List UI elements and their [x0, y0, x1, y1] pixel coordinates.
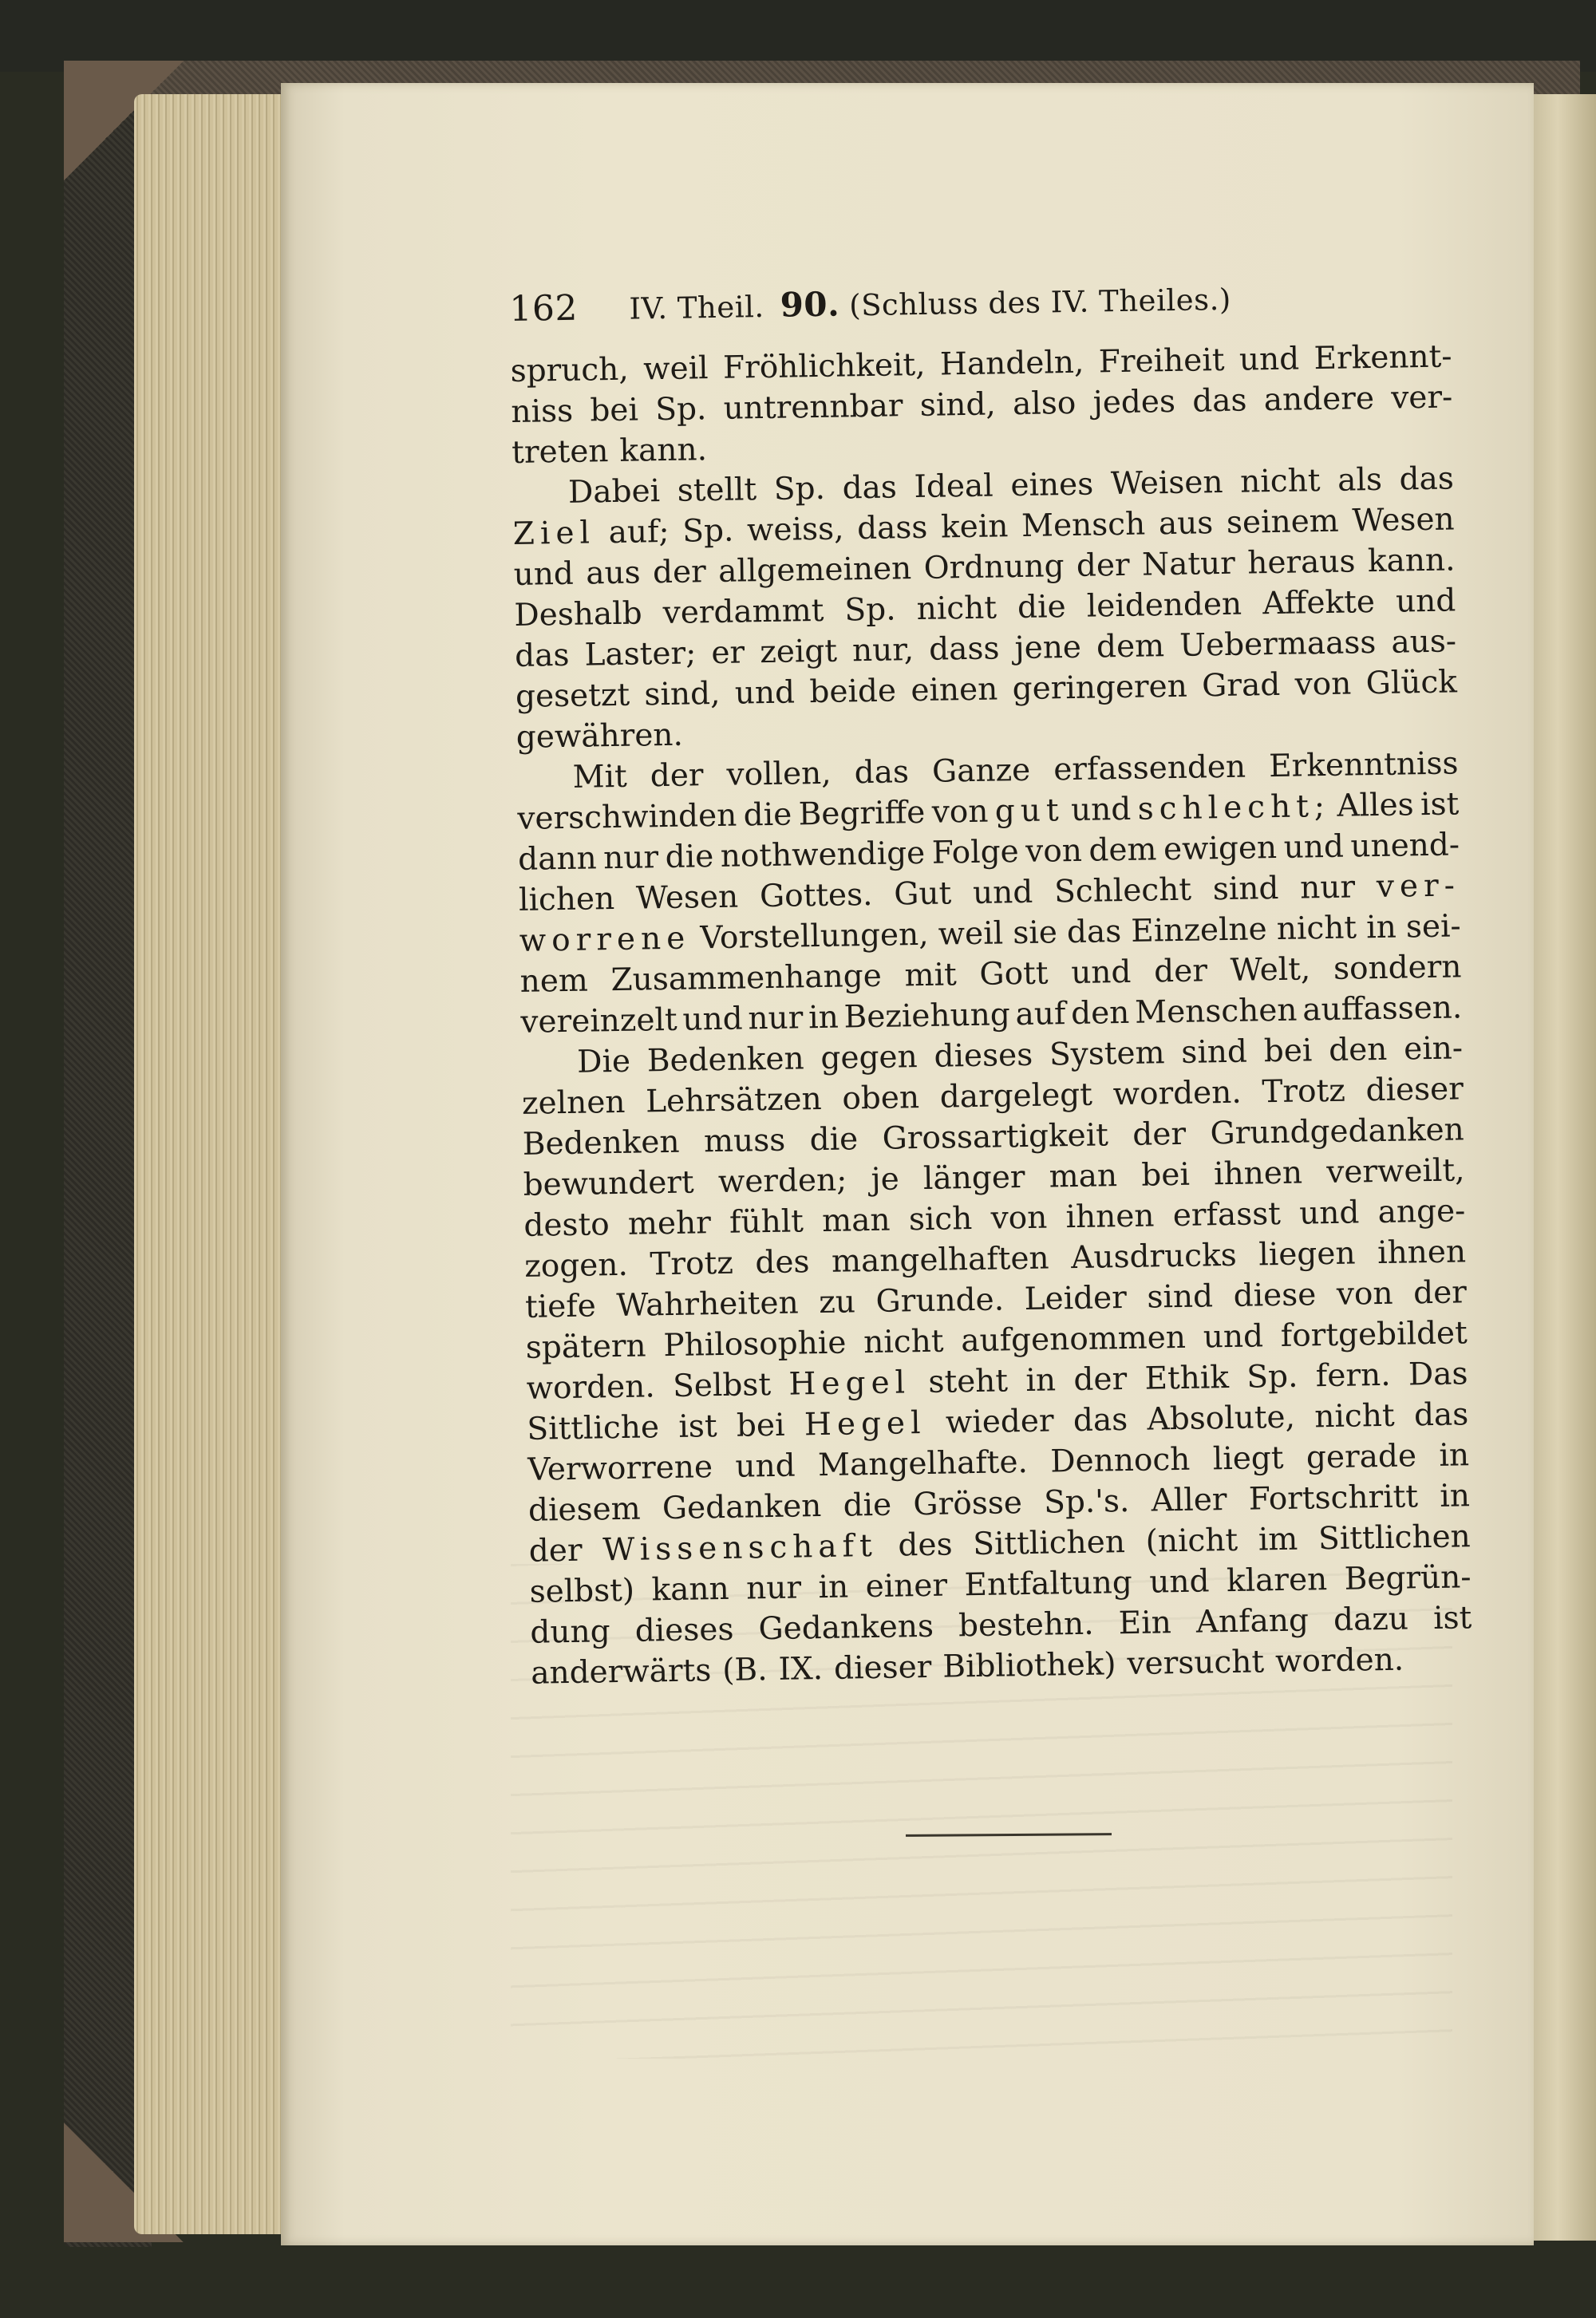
word: man — [1049, 1158, 1118, 1195]
word: nur — [602, 839, 659, 877]
word: Ziel — [512, 515, 596, 552]
word: untrennbar — [723, 388, 903, 427]
word: unend- — [1350, 827, 1460, 865]
word: und — [1395, 582, 1456, 620]
word: Philosophie — [663, 1325, 847, 1364]
word: in — [818, 1569, 849, 1606]
word: sind — [1212, 870, 1279, 908]
word: Selbst — [672, 1367, 772, 1404]
word: nur — [1299, 869, 1356, 906]
word: der — [1076, 547, 1130, 584]
word: man — [821, 1202, 891, 1239]
body-text — [510, 336, 1472, 1693]
word: weil — [938, 915, 1004, 953]
word: der — [650, 757, 704, 795]
word: Beziehung — [843, 997, 1011, 1036]
word: nicht — [1239, 463, 1321, 500]
word: weiss, — [746, 511, 844, 549]
word: bewundert — [523, 1164, 695, 1203]
word: spruch, — [510, 351, 630, 389]
word: in — [1025, 1362, 1057, 1399]
word: anderwärts — [530, 1653, 712, 1692]
word: auf; — [608, 513, 670, 551]
word: Trotz — [1262, 1072, 1346, 1111]
word: mehr — [627, 1205, 712, 1242]
word: Sp. — [773, 470, 826, 507]
word: die — [809, 1121, 859, 1159]
word: desto — [523, 1206, 610, 1244]
word: Ganze — [931, 752, 1031, 790]
word: und — [1070, 954, 1132, 992]
word: selbst) — [529, 1572, 635, 1610]
word: als — [1337, 461, 1383, 499]
word: in — [808, 999, 839, 1037]
word: das — [842, 469, 898, 507]
word: sind — [1181, 1033, 1248, 1071]
word: ist — [1432, 1600, 1472, 1637]
word: im — [1258, 1521, 1298, 1558]
word: und — [1148, 1563, 1210, 1601]
word: des — [898, 1526, 953, 1564]
word: Freiheit — [1098, 342, 1225, 381]
word: von — [990, 1199, 1048, 1237]
word: dass — [856, 509, 928, 547]
word: ihnen — [1065, 1198, 1155, 1236]
word: versucht — [1127, 1644, 1265, 1683]
word: das — [514, 637, 570, 674]
word: diesem — [527, 1491, 642, 1529]
word: die — [743, 796, 792, 834]
word: weil — [642, 350, 709, 388]
word: die — [1017, 589, 1066, 626]
word: worden. — [1112, 1074, 1242, 1113]
word: das — [1413, 1396, 1469, 1434]
word: Leider — [1024, 1280, 1128, 1318]
word: den — [1070, 994, 1130, 1033]
word: also — [1012, 385, 1077, 423]
word: worrene — [519, 920, 691, 959]
word: ihnen — [1213, 1155, 1303, 1193]
word: bei — [736, 1407, 785, 1444]
word: Das — [1408, 1356, 1468, 1393]
word: tiefe — [524, 1288, 597, 1325]
word: Verworrene — [527, 1449, 713, 1488]
word: einen — [911, 671, 998, 709]
word: nicht — [863, 1323, 944, 1361]
word: von — [931, 793, 989, 831]
word: IX. — [778, 1651, 824, 1688]
word: dazu — [1333, 1601, 1409, 1638]
word: schlecht; — [1137, 788, 1331, 827]
word: gut — [994, 792, 1065, 830]
word: des — [755, 1244, 810, 1281]
word: ein- — [1403, 1030, 1464, 1068]
word: länger — [922, 1159, 1025, 1197]
word: Gut — [893, 875, 952, 913]
word: ange- — [1377, 1193, 1466, 1231]
word: Sp.'s. — [1043, 1483, 1130, 1521]
word: klaren — [1226, 1562, 1328, 1600]
word: jene — [1014, 629, 1082, 667]
word: nicht — [916, 590, 998, 628]
word: oben — [842, 1080, 920, 1117]
word: zelnen — [521, 1084, 626, 1122]
word: Menschen — [1134, 992, 1298, 1031]
word: Grunde. — [875, 1281, 1005, 1320]
word: seinem — [1226, 503, 1340, 541]
word: ewigen — [1163, 829, 1278, 868]
word: Gedankens — [758, 1608, 934, 1648]
word: erfassenden — [1053, 748, 1246, 788]
word: von — [1336, 1275, 1393, 1313]
word: Hegel — [804, 1404, 926, 1443]
word: sei- — [1405, 908, 1462, 946]
word: Folge — [931, 834, 1020, 871]
word: in — [1439, 1478, 1471, 1514]
word: sie — [1012, 914, 1058, 952]
word: verschwinden — [517, 797, 737, 837]
word: dem — [1096, 628, 1165, 665]
word: Welt, — [1230, 951, 1311, 989]
word: ver- — [1376, 867, 1461, 906]
word: kann. — [619, 432, 708, 469]
word: leidenden — [1086, 586, 1242, 625]
word: Bibliothek) — [942, 1646, 1116, 1685]
word: Weisen — [1110, 464, 1223, 503]
word: das — [1191, 382, 1247, 420]
word: nur, — [851, 632, 915, 669]
facing-page-edge — [1532, 94, 1596, 2241]
word: Glück — [1365, 664, 1458, 702]
word: der — [1153, 953, 1208, 990]
word: ist — [1420, 786, 1460, 823]
word: andere — [1263, 380, 1375, 419]
word: bei — [1140, 1156, 1191, 1194]
word: ver- — [1390, 379, 1453, 417]
word: stellt — [677, 472, 757, 509]
word: und — [1070, 791, 1132, 829]
word: einer — [865, 1567, 948, 1605]
word: zeigt — [759, 633, 838, 671]
word: auffassen. — [1302, 989, 1463, 1029]
word: der — [1412, 1274, 1468, 1312]
word: sich — [908, 1201, 973, 1238]
section-number: 90. — [780, 284, 840, 325]
word: muss — [703, 1122, 786, 1160]
word: der — [528, 1532, 583, 1570]
word: und — [1238, 341, 1300, 378]
word: fühlt — [729, 1203, 804, 1241]
word: der — [1073, 1361, 1128, 1399]
word: kann. — [1367, 542, 1456, 580]
word: Erkennt- — [1314, 338, 1452, 377]
word: Aller — [1151, 1482, 1227, 1519]
word: Bedenken — [522, 1123, 680, 1163]
word: Anfang — [1195, 1602, 1310, 1641]
word: Natur — [1141, 545, 1236, 583]
word: in — [1439, 1437, 1470, 1474]
word: ist — [678, 1408, 717, 1445]
word: System — [1049, 1035, 1165, 1073]
word: Begriffe — [798, 794, 926, 833]
word: und — [735, 1447, 796, 1485]
word: von — [1025, 832, 1083, 870]
word: Ein — [1118, 1605, 1172, 1642]
word: Lehrsätzen — [645, 1080, 822, 1120]
word: Sp. — [654, 391, 707, 428]
word: gegen — [820, 1039, 918, 1076]
word: dass — [928, 630, 1000, 668]
word: Fortschritt — [1248, 1479, 1419, 1518]
word: zogen. — [523, 1246, 629, 1285]
word: das — [1073, 1402, 1128, 1439]
word: Mit — [572, 758, 628, 796]
word: dung — [530, 1613, 610, 1651]
word: gewähren. — [516, 717, 684, 756]
word: Wissenschaft — [602, 1527, 879, 1569]
word: verdammt — [662, 592, 824, 632]
word: und — [1298, 1195, 1360, 1232]
word: werden; — [717, 1162, 847, 1201]
word: heraus — [1246, 543, 1356, 582]
word: spätern — [525, 1328, 646, 1366]
word: den — [1328, 1031, 1388, 1068]
word: er — [711, 634, 745, 672]
word: Laster; — [584, 635, 697, 673]
word: verweilt, — [1325, 1152, 1465, 1191]
page-content — [509, 274, 1473, 1693]
word: Sittlichen — [972, 1524, 1126, 1563]
word: nicht — [1314, 1397, 1395, 1435]
word: mangelhaften — [831, 1240, 1049, 1280]
word: Bedenken — [646, 1041, 804, 1080]
word: dieses — [634, 1611, 734, 1649]
word: Uebermaass — [1179, 624, 1377, 664]
word: dieser — [833, 1649, 932, 1687]
word: und — [513, 555, 575, 593]
word: Sittliche — [527, 1409, 660, 1447]
word: vereinzelt — [520, 1001, 678, 1041]
word: Sp. — [681, 512, 734, 550]
word: Wesen — [1352, 501, 1455, 539]
word: und — [1283, 828, 1345, 866]
word: treten — [511, 433, 609, 471]
word: Dabei — [567, 473, 661, 511]
word: nothwendige — [720, 835, 926, 875]
word: dann — [517, 840, 598, 878]
word: ihnen — [1377, 1234, 1467, 1272]
word: Fröhlichkeit, — [722, 346, 926, 386]
word: Handeln, — [939, 344, 1084, 383]
word: niss — [511, 393, 574, 430]
word: bestehn. — [958, 1605, 1094, 1645]
word: Entfaltung — [964, 1564, 1133, 1604]
word: sind — [1147, 1278, 1214, 1316]
word: diese — [1233, 1277, 1317, 1314]
word: bei — [1263, 1033, 1313, 1070]
word: und — [972, 874, 1033, 911]
word: Grundgedanken — [1210, 1112, 1465, 1152]
word: Wahrheiten — [616, 1285, 800, 1325]
word: Wesen — [635, 879, 739, 917]
part-label: IV. Theil. — [629, 289, 764, 326]
word: aufgenommen — [960, 1319, 1187, 1360]
word: bei — [590, 392, 639, 429]
word: gesetzt — [515, 677, 630, 715]
word: allgemeinen — [717, 551, 912, 590]
word: das — [854, 754, 910, 792]
word: nur — [748, 1000, 804, 1037]
word: Mangelhafte. — [817, 1443, 1029, 1484]
word: fortgebildet — [1280, 1315, 1468, 1354]
word: worden. — [526, 1368, 656, 1407]
word: mit — [904, 957, 958, 994]
word: das — [1066, 914, 1122, 951]
word: aus — [585, 555, 641, 592]
word: die — [843, 1487, 892, 1524]
word: sind, — [644, 675, 721, 713]
word: das — [1399, 460, 1455, 498]
word: und — [734, 674, 796, 712]
word: Einzelne — [1130, 911, 1268, 950]
word: auf — [1015, 996, 1066, 1033]
word: beide — [809, 673, 897, 711]
word: aus — [1158, 505, 1214, 543]
word: fern. — [1315, 1356, 1391, 1395]
word: dieses — [934, 1037, 1033, 1075]
word: Sp. — [1246, 1358, 1298, 1396]
word: eines — [1010, 466, 1094, 504]
word: Ausdrucks — [1070, 1237, 1238, 1277]
word: dem — [1088, 831, 1157, 869]
word: Vorstellungen, — [700, 916, 929, 957]
word: Trotz — [650, 1245, 734, 1283]
word: Schlecht — [1053, 871, 1192, 910]
word: Sp. — [844, 591, 896, 629]
word: erfasst — [1172, 1195, 1282, 1234]
word: in — [1365, 909, 1397, 946]
word: gerade — [1306, 1438, 1417, 1476]
word: Hegel — [788, 1364, 911, 1403]
word: Ethik — [1144, 1360, 1230, 1397]
word: zu — [818, 1284, 856, 1321]
word: Grösse — [913, 1485, 1023, 1523]
word: worden. — [1274, 1641, 1404, 1680]
word: liegt — [1212, 1439, 1284, 1478]
page-number: 162 — [509, 287, 579, 330]
word: Mensch — [1021, 506, 1146, 544]
word: von — [1294, 665, 1352, 703]
word: steht — [928, 1363, 1009, 1400]
word: Zusammenhange — [610, 958, 883, 999]
word: kann — [651, 1570, 730, 1609]
word: dargelegt — [939, 1076, 1093, 1116]
word: Dennoch — [1049, 1441, 1191, 1480]
word: Gedanken — [662, 1488, 822, 1527]
word: Grad — [1201, 666, 1281, 705]
word: je — [871, 1161, 900, 1198]
word: Erkenntniss — [1268, 745, 1459, 785]
word: (nicht — [1145, 1522, 1238, 1560]
word: nem — [519, 962, 589, 1000]
word: dieser — [1365, 1071, 1464, 1109]
word: Die — [576, 1043, 631, 1080]
word: Absolute, — [1147, 1399, 1296, 1438]
section-note: (Schluss des IV. Theiles.) — [848, 282, 1232, 323]
word: geringeren — [1012, 668, 1188, 708]
word: jedes — [1092, 383, 1176, 421]
word: Grossartigkeit — [882, 1117, 1109, 1157]
word: die — [665, 839, 714, 876]
word: Ordnung — [923, 548, 1065, 586]
word: Alles — [1337, 787, 1414, 824]
word: der — [1132, 1116, 1187, 1153]
word: und — [682, 1001, 743, 1038]
word: liegen — [1258, 1235, 1356, 1274]
word: nur — [745, 1570, 802, 1607]
word: wieder — [945, 1403, 1054, 1441]
word: und — [1203, 1318, 1264, 1356]
word: (B. — [721, 1652, 768, 1689]
word: Sittlichen — [1317, 1518, 1472, 1558]
word: sondern — [1333, 949, 1462, 987]
word: Begrün- — [1344, 1559, 1472, 1597]
word: kein — [940, 508, 1009, 546]
word: sind, — [919, 386, 997, 424]
word: nicht — [1276, 910, 1357, 947]
word: vollen, — [726, 755, 832, 793]
word: Gottes. — [759, 876, 873, 915]
word: lichen — [518, 881, 615, 918]
word: Affekte — [1262, 584, 1376, 622]
word: aus- — [1391, 623, 1457, 661]
word: Deshalb — [514, 595, 642, 634]
word: Ideal — [914, 468, 994, 506]
word: Gott — [979, 955, 1049, 993]
word: der — [652, 554, 707, 591]
